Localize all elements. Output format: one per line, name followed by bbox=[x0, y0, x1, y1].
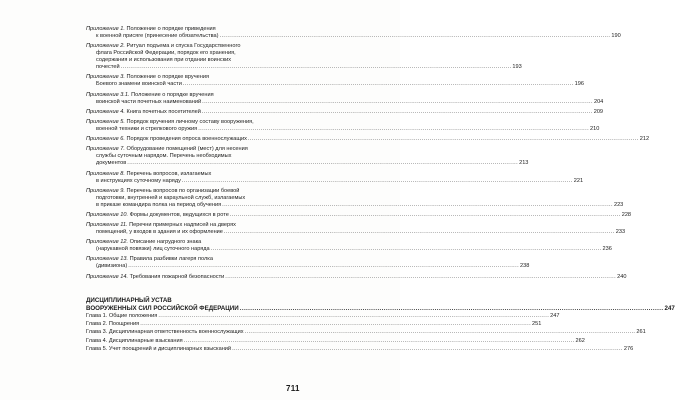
toc-entry-line bbox=[86, 273, 627, 281]
table-of-contents bbox=[86, 26, 675, 355]
section-title-line2: ВООРУЖЕННЫХ СИЛ РОССИЙСКОЙ ФЕДЕРАЦИИ bbox=[86, 304, 239, 312]
dot-leader bbox=[225, 274, 616, 281]
chapter-page-number: 261 bbox=[636, 329, 646, 336]
appendix-list bbox=[86, 26, 650, 281]
appendix-title-line: (нарукавной повязки) лиц суточного наряда bbox=[96, 246, 210, 253]
appendix-label: Приложение 7. bbox=[86, 146, 125, 153]
appendix-label: Приложение 9. bbox=[86, 187, 125, 194]
toc-entry-line bbox=[86, 229, 626, 236]
section-title-line2-row bbox=[86, 304, 675, 313]
dot-leader bbox=[224, 229, 615, 236]
appendix-title-line: почестей bbox=[96, 64, 120, 71]
toc-entry-text bbox=[86, 119, 254, 125]
toc-entry-line bbox=[86, 256, 298, 263]
appendix-title-line: Порядок проведения опроса военнослужащих bbox=[126, 136, 247, 143]
toc-entry-line bbox=[86, 211, 632, 219]
toc-page-number: 212 bbox=[639, 136, 650, 143]
appendix-title-line: Перечни примерных надписей на дверях bbox=[129, 222, 236, 229]
appendix-title-line: Формы документов, ведущихся в роте bbox=[129, 211, 229, 218]
appendix-title-line: Порядок вручения личному составу вооружения, bbox=[126, 118, 254, 125]
appendix-title-line: Требования пожарной безопасности bbox=[129, 273, 225, 280]
appendix-title-line: Перечень вопросов по организации боевой bbox=[126, 187, 240, 194]
chapter-entry bbox=[86, 337, 585, 345]
toc-entry-line bbox=[86, 81, 584, 88]
toc-entry-line bbox=[86, 136, 650, 143]
toc-entry bbox=[86, 222, 626, 236]
toc-page-number: 196 bbox=[574, 81, 584, 88]
chapter-entry bbox=[86, 312, 560, 320]
toc-entry-text bbox=[96, 178, 181, 185]
toc-entry-text bbox=[96, 50, 236, 56]
appendix-title-line: к военной присяге (принесение обязательства) bbox=[96, 33, 219, 39]
dot-leader bbox=[240, 305, 664, 313]
toc-entry-text bbox=[86, 136, 247, 143]
toc-entry bbox=[86, 91, 604, 106]
chapter-page-number: 262 bbox=[575, 337, 585, 344]
dot-leader bbox=[248, 136, 639, 143]
chapter-page-number: 251 bbox=[532, 321, 542, 328]
appendix-label: Приложение 13. bbox=[86, 256, 129, 263]
dot-leader bbox=[220, 33, 611, 40]
dot-leader bbox=[182, 178, 573, 185]
chapter-title: Глава 5. Учет поощрений и дисциплинарных взысканий bbox=[86, 346, 232, 353]
appendix-title-line: Положение о порядке приведения bbox=[126, 26, 216, 32]
toc-page-number: 190 bbox=[611, 33, 621, 39]
toc-entry-line bbox=[86, 33, 621, 40]
appendix-label: Приложение 3. bbox=[86, 74, 125, 81]
toc-entry-text bbox=[86, 171, 211, 177]
appendix-label: Приложение 8. bbox=[86, 170, 125, 177]
appendix-title-line: Оборудование помещений (мест) для несения bbox=[126, 146, 248, 153]
toc-entry bbox=[86, 108, 604, 116]
toc-entry-text bbox=[86, 212, 229, 219]
dot-leader bbox=[127, 160, 518, 167]
section-title-page: 247 bbox=[664, 304, 675, 312]
appendix-label: Приложение 14. bbox=[86, 273, 129, 280]
toc-entry bbox=[86, 26, 621, 40]
appendix-title-line: в инструкциях суточному наряду bbox=[96, 177, 181, 184]
toc-entry bbox=[86, 118, 600, 133]
appendix-title-line: Перечень вопросов, излагаемых bbox=[126, 170, 212, 177]
toc-page-number: 228 bbox=[621, 211, 632, 218]
chapter-title: Глава 2. Поощрения bbox=[86, 321, 140, 328]
dot-leader bbox=[211, 246, 602, 253]
toc-entry-text bbox=[96, 263, 127, 270]
dot-leader bbox=[202, 99, 593, 106]
toc-entry-line bbox=[86, 64, 522, 71]
toc-page-number: 240 bbox=[617, 273, 627, 280]
toc-entry-line bbox=[86, 263, 530, 270]
toc-entry-line bbox=[86, 108, 604, 116]
toc-entry-text bbox=[86, 256, 213, 262]
dot-leader bbox=[198, 126, 589, 133]
appendix-title-line: документов bbox=[96, 160, 127, 167]
toc-entry-text bbox=[96, 160, 126, 167]
appendix-label: Приложение 5. bbox=[86, 118, 125, 125]
chapter-title: Глава 3. Дисциплинарная ответственность военнослужащих bbox=[86, 329, 244, 336]
section-title-line1: ДИСЦИПЛИНАРНЫЙ УСТАВ bbox=[86, 296, 172, 304]
toc-entry-text bbox=[96, 153, 231, 159]
toc-page-number: 221 bbox=[573, 177, 584, 184]
appendix-title-line: содержания и использования при отдании воинских bbox=[96, 57, 232, 64]
toc-entry bbox=[86, 74, 584, 88]
appendix-label: Приложение 4. bbox=[86, 108, 125, 115]
toc-entry-text bbox=[86, 222, 236, 228]
appendix-title-line: Положение о порядке вручения bbox=[131, 91, 214, 98]
appendix-label: Приложение 11. bbox=[86, 222, 128, 229]
toc-entry-line bbox=[86, 26, 298, 33]
toc-entry-text bbox=[96, 81, 182, 88]
toc-page-number: 223 bbox=[613, 201, 624, 208]
toc-entry bbox=[86, 239, 612, 253]
toc-entry-line bbox=[86, 222, 298, 229]
toc-page-number: 236 bbox=[602, 246, 612, 253]
toc-page-number: 204 bbox=[593, 98, 604, 105]
toc-page-number: 238 bbox=[520, 263, 530, 270]
toc-entry bbox=[86, 187, 624, 209]
toc-entry bbox=[86, 273, 627, 281]
toc-entry-text bbox=[86, 188, 239, 194]
toc-entry-line bbox=[86, 171, 298, 178]
appendix-label: Приложение 3.1. bbox=[86, 91, 130, 98]
toc-page-number: 209 bbox=[593, 108, 604, 115]
toc-entry-line bbox=[86, 92, 298, 99]
chapter-list bbox=[86, 312, 646, 354]
appendix-title-line: службы суточным нарядом. Перечень необходимых bbox=[96, 153, 232, 160]
toc-entry-text bbox=[96, 64, 120, 71]
toc-entry-text bbox=[96, 57, 231, 63]
toc-entry bbox=[86, 43, 522, 71]
dot-leader bbox=[232, 346, 623, 353]
toc-entry-text bbox=[96, 195, 245, 201]
chapter-entry bbox=[86, 346, 634, 353]
toc-entry-line bbox=[86, 201, 624, 209]
chapter-title: Глава 4. Дисциплинарные взыскания bbox=[86, 337, 183, 344]
appendix-title-line: Ритуал подъема и спуска Государственного bbox=[126, 43, 241, 50]
appendix-label: Приложение 6. bbox=[86, 136, 125, 143]
toc-entry-text bbox=[96, 246, 210, 253]
toc-page-number: 193 bbox=[512, 64, 522, 71]
page-number: 711 bbox=[286, 384, 300, 393]
chapter-title: Глава 1. Общие положения bbox=[86, 312, 158, 319]
appendix-title-line: Описание нагрудного знака bbox=[129, 239, 202, 246]
appendix-title-line: помещений, у входов в здания и их оформление bbox=[96, 229, 223, 236]
section-title bbox=[86, 296, 675, 313]
toc-entry-line bbox=[86, 119, 298, 126]
appendix-title-line: в приказе командира полка на период обучения bbox=[96, 201, 222, 208]
appendix-title-line: воинской части почетных наименований bbox=[96, 98, 202, 105]
dot-leader bbox=[202, 109, 593, 116]
toc-entry-text bbox=[96, 99, 201, 106]
dot-leader bbox=[183, 81, 574, 88]
toc-entry-line bbox=[86, 153, 298, 160]
dot-leader bbox=[230, 212, 621, 219]
dot-leader bbox=[158, 313, 549, 320]
toc-entry-text bbox=[96, 229, 223, 236]
dot-leader bbox=[140, 321, 531, 328]
chapter-page-number: 276 bbox=[623, 346, 634, 353]
toc-page-number: 213 bbox=[519, 160, 529, 167]
toc-page-number: 210 bbox=[590, 125, 600, 132]
toc-entry-line bbox=[86, 125, 600, 133]
dot-leader bbox=[121, 64, 512, 71]
dot-leader bbox=[128, 263, 519, 270]
toc-entry-text bbox=[86, 146, 248, 152]
toc-entry bbox=[86, 211, 632, 219]
toc-entry-line bbox=[86, 160, 529, 167]
toc-entry-text bbox=[86, 239, 201, 245]
appendix-title-line: флага Российской Федерации, порядок его хранения, bbox=[96, 50, 236, 57]
toc-entry-line bbox=[86, 146, 298, 153]
dot-leader bbox=[245, 329, 636, 336]
toc-entry-text bbox=[96, 126, 197, 133]
appendix-title-line: Положение о порядке вручения bbox=[126, 74, 209, 81]
toc-entry-text bbox=[86, 74, 209, 80]
toc-entry-text bbox=[96, 202, 221, 209]
toc-entry-text bbox=[86, 26, 216, 32]
dot-leader bbox=[184, 338, 575, 345]
toc-entry-line bbox=[86, 188, 298, 195]
toc-page-number: 233 bbox=[615, 229, 626, 236]
toc-entry-text bbox=[96, 33, 219, 40]
appendix-title-line: Боевого знамени воинской части bbox=[96, 81, 182, 88]
appendix-title-line: военной техники и стрелкового оружия bbox=[96, 125, 198, 132]
toc-entry-line bbox=[86, 195, 298, 202]
dot-leader bbox=[222, 202, 613, 209]
toc-entry bbox=[86, 170, 584, 185]
appendix-title-line: Правила разбивки лагеря полка bbox=[129, 256, 213, 263]
toc-entry-line bbox=[86, 177, 584, 185]
toc-entry bbox=[86, 146, 529, 167]
toc-entry-line bbox=[86, 98, 604, 106]
toc-entry-line bbox=[86, 50, 298, 57]
appendix-title-line: подготовки, внутренней и караульной служб, излагаемых bbox=[96, 194, 246, 201]
toc-entry bbox=[86, 136, 650, 143]
appendix-label: Приложение 10. bbox=[86, 211, 129, 218]
chapter-page-number: 247 bbox=[550, 312, 560, 319]
toc-entry bbox=[86, 256, 530, 270]
chapter-entry bbox=[86, 321, 542, 328]
appendix-label: Приложение 12. bbox=[86, 239, 129, 246]
toc-entry-text bbox=[86, 109, 201, 116]
appendix-label: Приложение 1. bbox=[86, 26, 125, 32]
toc-entry-line bbox=[86, 246, 612, 253]
appendix-title-line: (дивизиона) bbox=[96, 263, 128, 270]
chapter-entry bbox=[86, 329, 646, 336]
toc-entry-text bbox=[86, 92, 214, 98]
appendix-title-line: Книга почетных посетителей bbox=[126, 108, 201, 115]
appendix-label: Приложение 2. bbox=[86, 43, 125, 50]
toc-entry-text bbox=[86, 274, 224, 281]
toc-entry-text bbox=[86, 43, 241, 49]
